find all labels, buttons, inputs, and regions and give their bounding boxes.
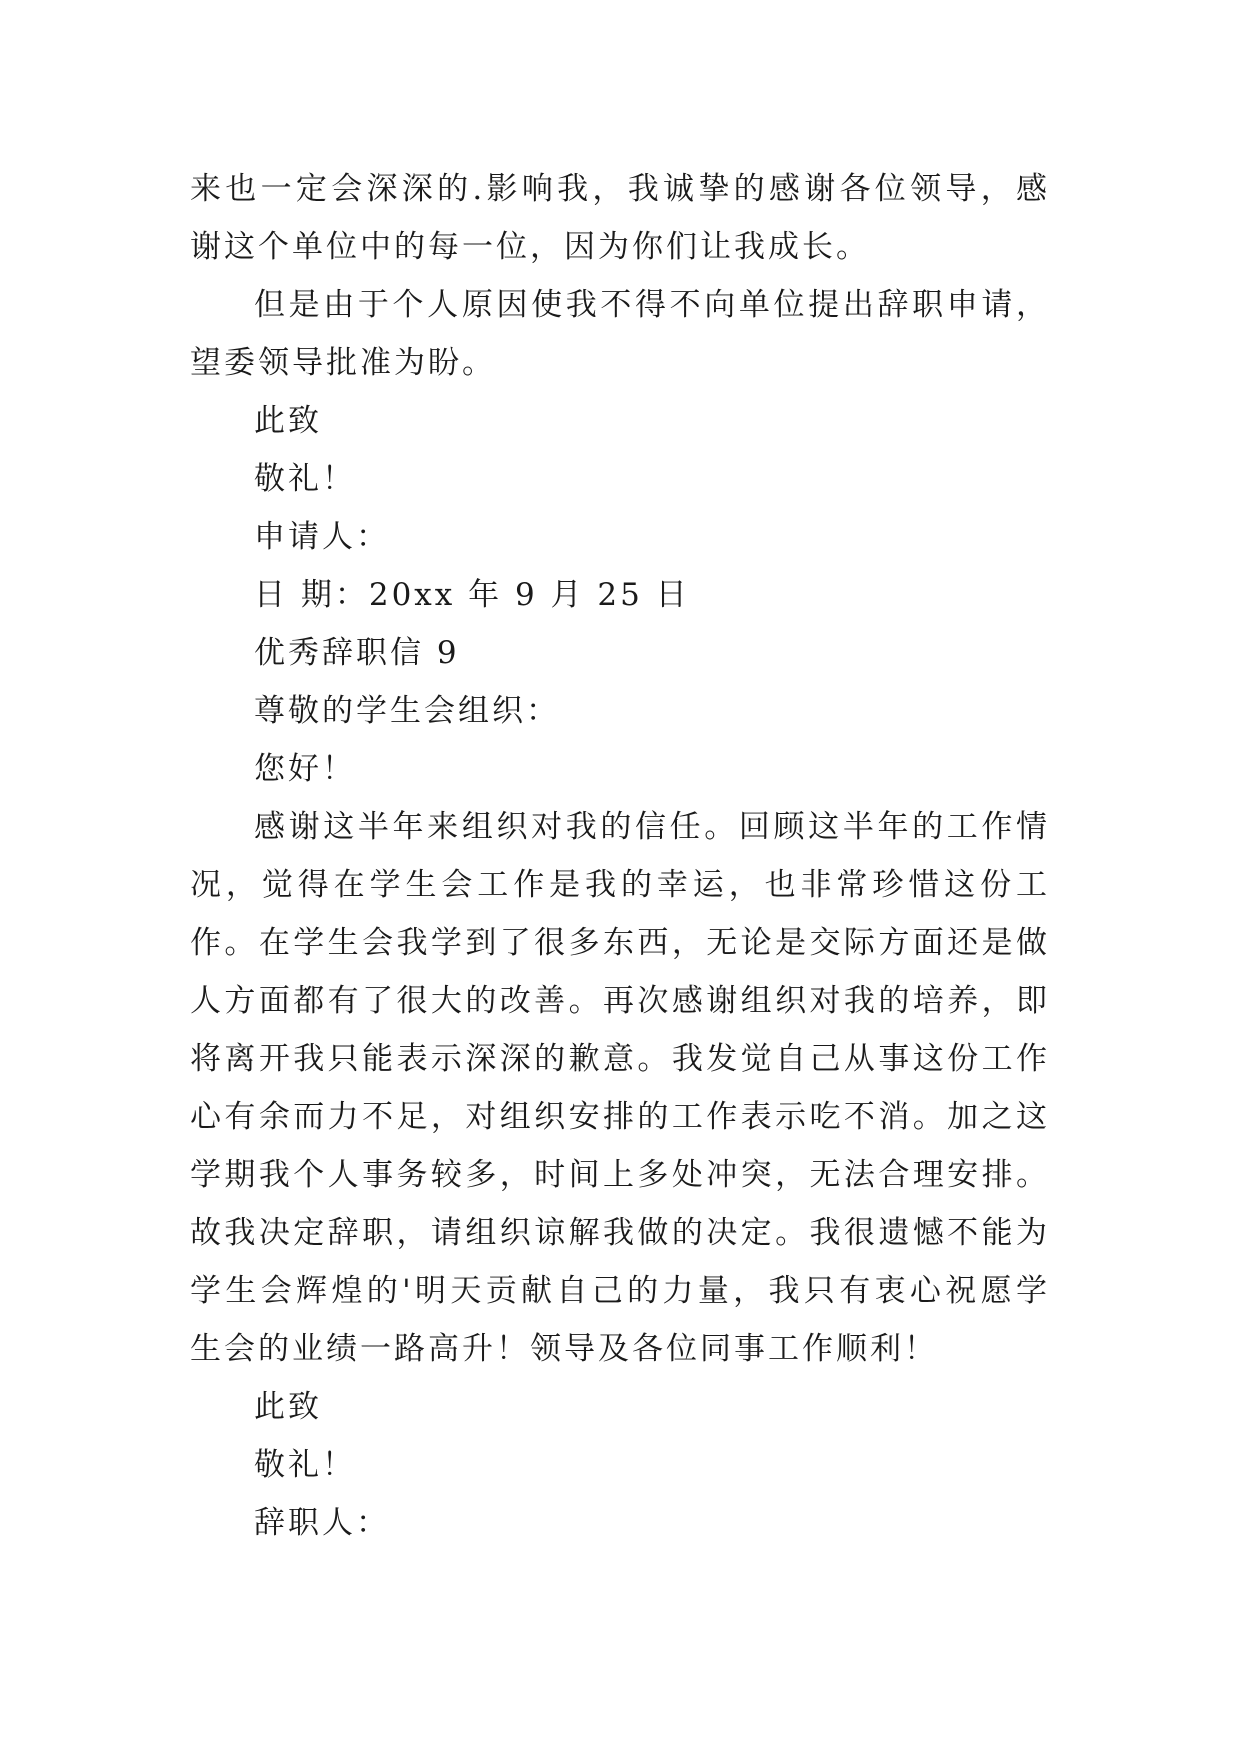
resigner-label: 辞职人： [254,1505,390,1541]
section-heading: 优秀辞职信 9 [254,635,460,671]
letter-hello: 您好！ [254,751,356,787]
paragraph-continuation: 来也一定会深深的.影响我，我诚挚的感谢各位领导，感谢这个单位中的每一位，因为你们让我成长。 [190,171,1050,265]
letter-body: 感谢这半年来组织对我的信任。回顾这半年的工作情况，觉得在学生会工作是我的幸运，也非常珍惜这份工作。在学生会我学到了很多东西，无论是交际方面还是做人方面都有了很大的改善。再次感谢组织对我的培养，即将离开我只能表示深深的歉意。我发觉自己从事这份工作心有余而力不足，对组织安排的工作表示吃不消。加之这学期我个人事务较多，时间上多处冲突，无法合理安排。故我决定辞职，请组织谅解我做的决定。我很遗憾不能为学生会辉煌的'明天贡献自己的力量，我只有衷心祝愿学生会的业绩一路高升！领导及各位同事工作顺利！ [190,809,1050,1367]
letter-greeting: 尊敬的学生会组织： [254,693,560,729]
paragraph-resignation-request: 但是由于个人原因使我不得不向单位提出辞职申请，望委领导批准为盼。 [190,287,1050,381]
closing-salutation-2: 此致 [254,1389,322,1425]
closing-regards: 敬礼！ [254,461,356,497]
document-body [190,160,1050,1552]
date-line: 日 期：20xx 年 9 月 25 日 [254,577,690,613]
closing-regards-2: 敬礼！ [254,1447,356,1483]
closing-salutation: 此致 [254,403,322,439]
applicant-label: 申请人： [254,519,390,555]
